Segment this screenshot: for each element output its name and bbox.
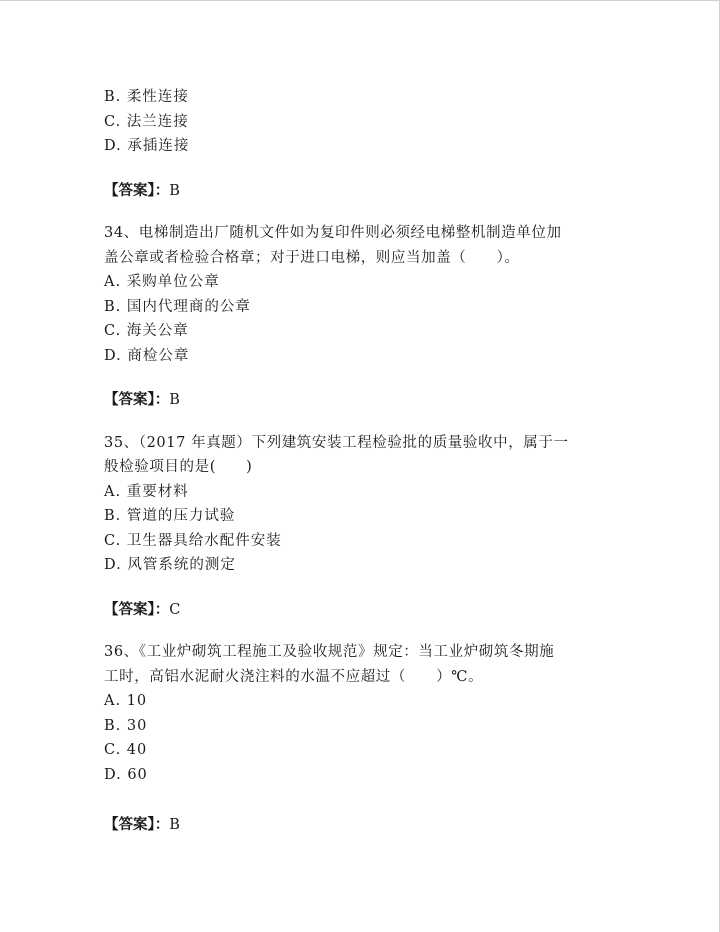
option-a: A. 重要材料 xyxy=(104,483,189,500)
question-block-34 xyxy=(104,221,614,413)
option-c: C. 法兰连接 xyxy=(104,113,189,130)
option-b: B. 30 xyxy=(104,717,148,734)
option-c: C. 海关公章 xyxy=(104,323,189,339)
answer-label: 【答案】 xyxy=(104,391,155,408)
option-d: D. 承插连接 xyxy=(104,138,190,154)
answer-line xyxy=(104,598,614,623)
answer-sep: ： xyxy=(154,181,170,199)
answer-sep: ： xyxy=(154,600,170,618)
option-a: A. 10 xyxy=(104,693,148,709)
answer-label: 【答案】 xyxy=(104,181,155,199)
option-c: C. 卫生器具给水配件安装 xyxy=(104,532,282,549)
answer-label: 【答案】 xyxy=(104,816,155,833)
question-text-line-2: 盖公章或者检验合格章；对于进口电梯，则应当加盖（ ）。 xyxy=(104,249,520,266)
answer-value: B xyxy=(169,817,180,833)
answer-label: 【答案】 xyxy=(104,600,155,618)
answer-sep: ： xyxy=(154,391,170,408)
option-d: D. 风管系统的测定 xyxy=(104,557,236,573)
option-c: C. 40 xyxy=(104,742,148,758)
page-content xyxy=(104,85,614,856)
answer-line xyxy=(104,388,614,413)
answer-sep: ： xyxy=(154,816,170,833)
question-block-33 xyxy=(104,85,614,203)
question-text-line-2: 般检验项目的是( ) xyxy=(104,459,253,475)
answer-value: B xyxy=(169,182,180,199)
answer-value: B xyxy=(169,392,180,408)
question-text-line-1: 35、（2017 年真题）下列建筑安装工程检验批的质量验收中，属于一 xyxy=(104,434,569,451)
question-text-line-2: 工时，高铝水泥耐火浇注料的水温不应超过（ ）℃。 xyxy=(104,668,484,685)
question-text-line-1: 34、电梯制造出厂随机文件如为复印件则必须经电梯整机制造单位加 xyxy=(104,225,562,241)
option-b: B. 国内代理商的公章 xyxy=(104,298,251,315)
question-block-35 xyxy=(104,431,614,623)
answer-line xyxy=(104,813,614,838)
answer-value: C xyxy=(169,601,181,618)
question-text-line-1: 36、《工业炉砌筑工程施工及验收规范》规定：当工业炉砌筑冬期施 xyxy=(104,644,555,660)
question-block-36 xyxy=(104,640,614,838)
option-d: D. 商检公章 xyxy=(104,347,190,364)
option-b: B. 管道的压力试验 xyxy=(104,508,236,524)
answer-line xyxy=(104,179,614,204)
option-a: A. 采购单位公章 xyxy=(104,274,220,290)
option-b: B. 柔性连接 xyxy=(104,89,189,105)
option-d: D. 60 xyxy=(104,766,148,783)
